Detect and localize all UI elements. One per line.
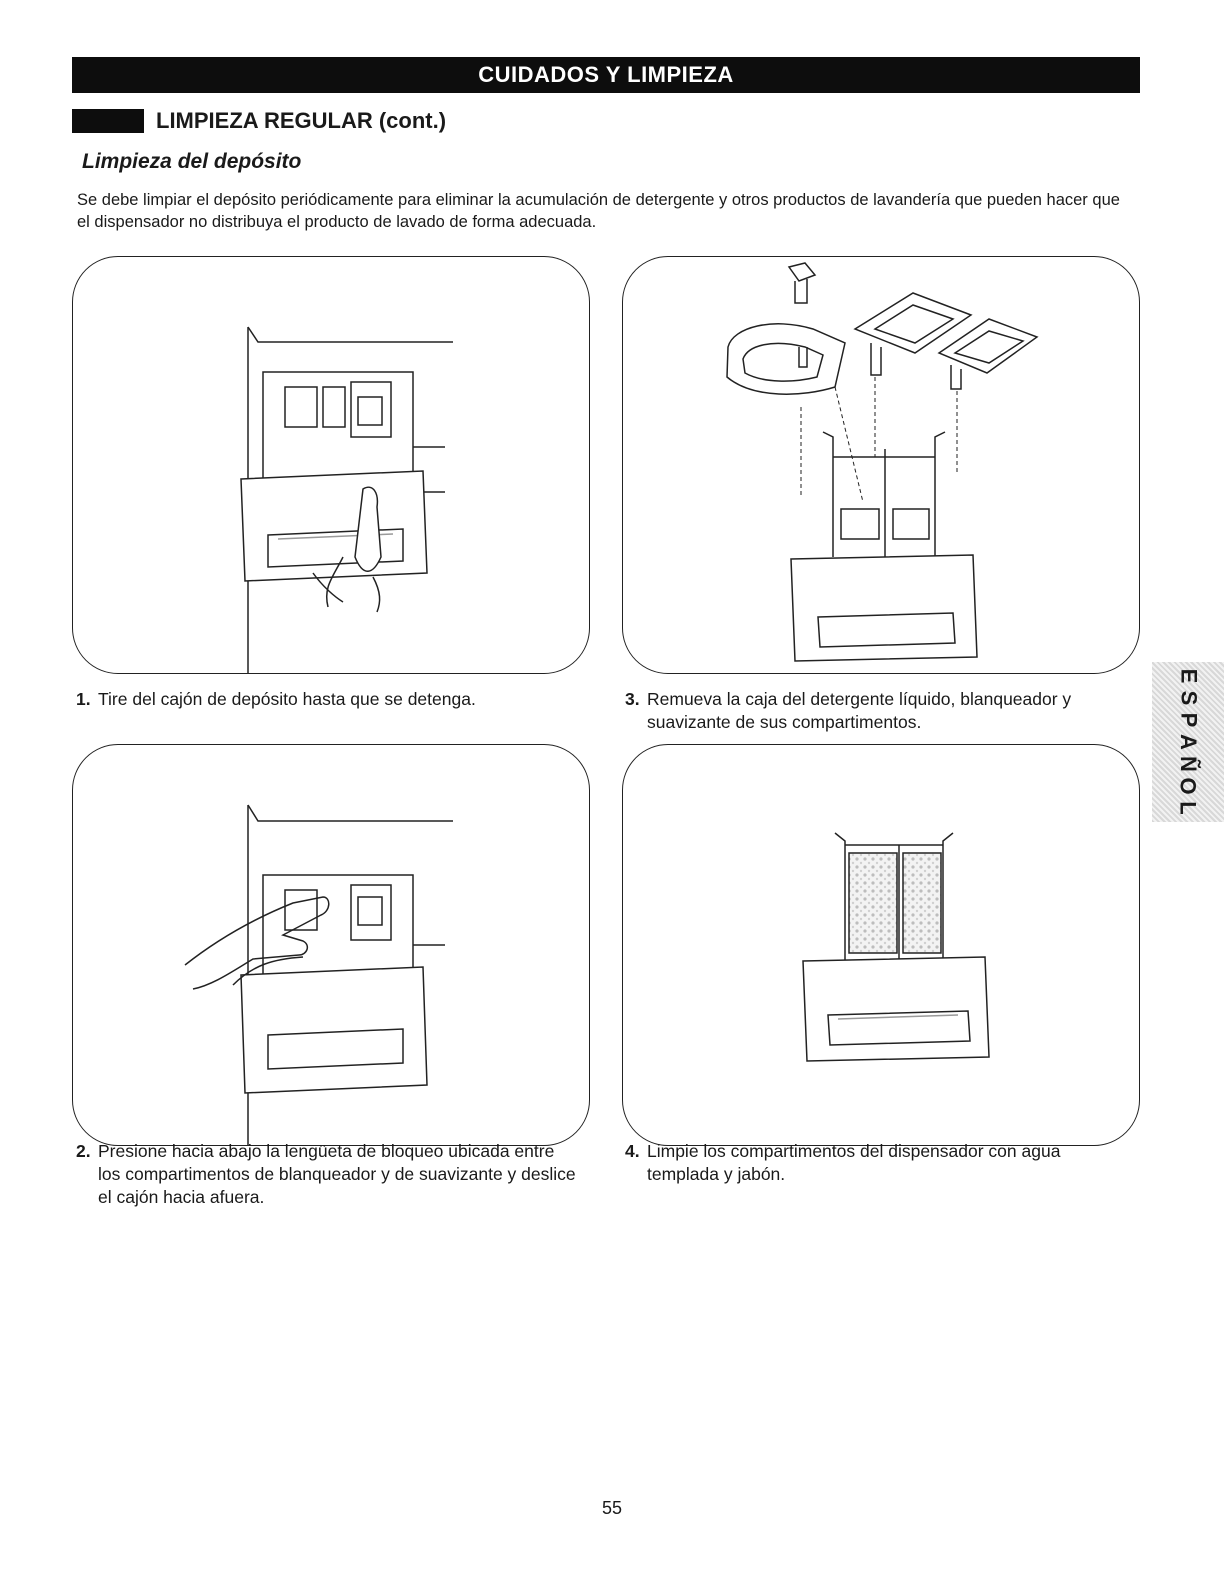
subsection-title: Limpieza del depósito: [82, 150, 302, 173]
page-number: 55: [601, 1498, 623, 1518]
section-bar: [72, 109, 144, 133]
step-1-number: 1.: [76, 689, 91, 709]
clean-compartments-illustration: [623, 745, 1139, 1145]
tab-letter: S: [1176, 690, 1201, 706]
tab-letter: O: [1176, 777, 1201, 795]
step-2-text: Presione hacia abajo la lengüeta de bloqueo ubicada entre los compartimentos de blanqueador y de suavizante y deslice el cajón hacia afuera.: [98, 1141, 576, 1207]
tab-letter: A: [1175, 734, 1201, 750]
step-3-number: 3.: [625, 689, 640, 709]
step-2-number: 2.: [76, 1141, 91, 1161]
figure-step-1: [72, 256, 590, 674]
step-1-text: Tire del cajón de depósito hasta que se detenga.: [98, 689, 476, 709]
step-1: [76, 688, 576, 711]
intro-paragraph: Se debe limpiar el depósito periódicamente para eliminar la acumulación de detergente y otros productos de lavandería que pueden hacer que el dispensador no distribuya el producto de lavado de forma adecuada.: [77, 191, 1120, 231]
step-3-text: Remueva la caja del detergente líquido, blanqueador y suavizante de sus compartimentos.: [647, 689, 1072, 732]
step-4-text: Limpie los compartimentos del dispensador con agua templada y jabón.: [647, 1141, 1061, 1184]
tab-letter: E: [1176, 668, 1201, 684]
step-3: [625, 688, 1135, 732]
lock-tab-illustration: [73, 745, 589, 1145]
language-side-tab: [1152, 662, 1224, 822]
tab-letter: P: [1176, 712, 1201, 728]
section-title: LIMPIEZA REGULAR (cont.): [156, 108, 447, 133]
step-2: [76, 1140, 576, 1207]
header-banner: CUIDADOS Y LIMPIEZA: [72, 57, 1140, 93]
step-4-number: 4.: [625, 1141, 640, 1161]
section-heading: [72, 106, 446, 136]
step-4: [625, 1140, 1135, 1184]
insert-removal-illustration: [623, 257, 1139, 673]
tab-letter: Ñ: [1175, 756, 1201, 772]
figure-step-4: [622, 744, 1140, 1146]
language-tab-label: [1175, 665, 1201, 819]
figure-step-3: [622, 256, 1140, 674]
tab-letter: L: [1175, 801, 1201, 815]
figure-step-2: [72, 744, 590, 1146]
drawer-pull-illustration: [73, 257, 589, 673]
